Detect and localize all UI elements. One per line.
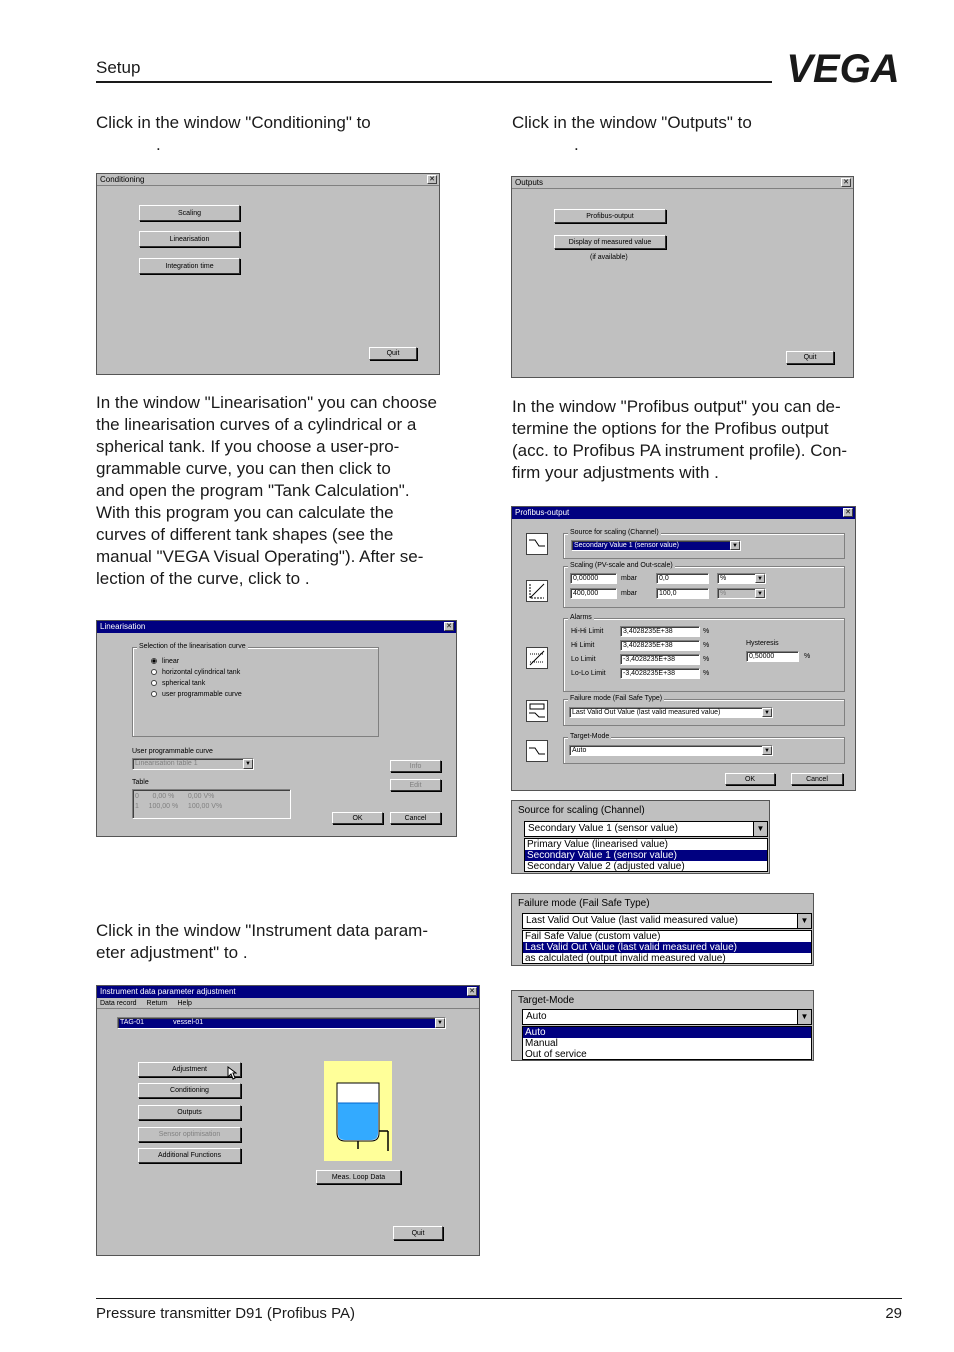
radio-linear[interactable]: linear [151,658,179,665]
quit-button[interactable]: Quit [786,351,834,364]
quit-button[interactable]: Quit [369,347,417,360]
menu-return[interactable]: Return [146,1000,168,1007]
edit-button[interactable]: Edit [390,779,441,791]
tank-graphic [324,1061,392,1161]
text-instrument-intro: Click in the window "Instrument data param- eter adjustment" to . [96,921,429,962]
menu-help[interactable]: Help [177,1000,192,1007]
alarm-label: Hi Limit [571,642,595,649]
conditioning-window [96,173,440,375]
text-profibus-description: In the window "Profibus output" you can de- termine the options for the Profibus output (acc. to Profibus PA instrument profile). Con- firm your adjustments with . [512,397,848,482]
outputs-button[interactable]: Outputs [138,1105,241,1120]
instrument-titlebar: Instrument data parameter adjustment [97,986,479,998]
list-item-selected[interactable]: Last Valid Out Value (last valid measured value) [523,942,811,953]
info-button[interactable]: Info [390,760,441,772]
radio-spherical[interactable]: spherical tank [151,680,205,687]
page-number: 29 [885,1305,902,1322]
sensor-optimisation-button[interactable]: Sensor optimisation [138,1127,241,1142]
vega-logo [783,50,903,86]
scaling-button[interactable]: Scaling [139,205,240,221]
group-label: Selection of the linearisation curve [139,643,246,650]
text-conditioning-intro: Click in the window "Conditioning" to . [96,113,371,154]
chevron-down-icon[interactable]: ▼ [755,589,765,598]
close-icon[interactable]: ✕ [843,508,853,517]
display-measured-value-button[interactable]: Display of measured value [554,235,666,249]
lo-limit-field[interactable]: -3,4028235E+38 [620,654,700,665]
unit-label: mbar [621,575,637,582]
target-mode-icon [526,740,548,762]
failure-select-expanded[interactable]: Last Valid Out Value (last valid measured value) ▼ [522,913,812,929]
alarms-group-label: Alarms [570,614,592,621]
ok-button[interactable]: OK [332,812,383,824]
cancel-button[interactable]: Cancel [390,812,441,824]
close-icon[interactable]: ✕ [467,987,477,996]
pct-label: % [703,670,710,677]
hi-limit-field[interactable]: 3,4028235E+38 [620,640,700,651]
additional-functions-button[interactable]: Additional Functions [138,1148,241,1163]
conditioning-titlebar: Conditioning [97,174,439,186]
channel-icon [526,533,548,555]
adjustment-button[interactable]: Adjustment [138,1062,241,1077]
profibus-titlebar: Profibus-output [512,507,855,519]
cancel-button[interactable]: Cancel [791,773,843,785]
text-linearisation-description: In the window "Linearisation" you can choose the linearisation curves of a cylindrical or a spherical tank. If you choose a user-pro- grammable curve, you can then click to and open the program "Tank Calculation". With this program you can calculate the curves of different tank shapes (see the manual "VEGA Visual Operating"). After se- lection of the curve, click to . [96,393,437,588]
source-select[interactable]: Secondary Value 1 (sensor value) ▼ [571,540,741,551]
list-item[interactable]: Fail Safe Value (custom value) [525,931,661,942]
chevron-down-icon[interactable]: ▼ [753,822,767,836]
close-icon[interactable]: ✕ [841,178,851,187]
chevron-down-icon[interactable]: ▼ [762,746,772,755]
table-label: Table [132,779,149,786]
list-item[interactable]: Manual [525,1038,558,1049]
outputs-window [511,176,854,378]
chevron-down-icon[interactable]: ▼ [797,1010,811,1024]
chevron-down-icon[interactable]: ▼ [762,708,772,717]
out-scale-max[interactable]: 100,0 [656,588,709,599]
unit-label: mbar [621,590,637,597]
list-item-selected[interactable]: Auto [523,1027,811,1038]
pv-scale-min[interactable]: 0,00000 [570,573,617,584]
chevron-down-icon[interactable]: ▼ [435,1018,445,1028]
quit-button[interactable]: Quit [393,1226,443,1240]
failure-group [563,695,845,726]
hysteresis-label: Hysteresis [746,640,779,647]
close-icon[interactable]: ✕ [427,175,437,184]
pct-label: % [703,656,710,663]
out-scale-min[interactable]: 0,0 [656,573,709,584]
panel-title: Source for scaling (Channel) [518,805,645,816]
alarm-label: Lo-Lo Limit [571,670,606,677]
lo-lo-limit-field[interactable]: -3,4028235E+38 [620,668,700,679]
target-group-label: Target-Mode [570,733,610,740]
target-dropdown-panel [511,990,814,1061]
pct-label: % [703,642,710,649]
hi-hi-limit-field[interactable]: 3,4028235E+38 [620,626,700,637]
panel-title: Target-Mode [518,995,575,1006]
meas-loop-data-button[interactable]: Meas. Loop Data [316,1170,401,1184]
pct-label: % [703,628,710,635]
source-dropdown-panel [511,800,770,874]
profibus-output-window [511,506,856,791]
chevron-down-icon[interactable]: ▼ [755,574,765,583]
pv-scale-max[interactable]: 400,000 [570,588,617,599]
list-item[interactable]: Out of service [525,1049,587,1060]
close-icon[interactable]: ✕ [444,622,454,631]
scaling-group-label: Scaling (PV-scale and Out-scale) [570,562,673,569]
source-select-expanded[interactable]: Secondary Value 1 (sensor value) ▼ [524,821,768,837]
availability-note: (if available) [590,254,628,261]
linearisation-button[interactable]: Linearisation [139,231,240,247]
list-item-selected[interactable]: Secondary Value 1 (sensor value) [525,850,767,861]
radio-horizontal-cylindrical[interactable]: horizontal cylindrical tank [151,669,240,676]
hysteresis-field[interactable]: 0,50000 [746,651,799,662]
pct-label: % [804,653,811,660]
integration-time-button[interactable]: Integration time [139,258,240,274]
header-rule [96,81,772,83]
curve-selection-group [132,643,379,737]
target-options-list [522,1026,812,1060]
ok-button[interactable]: OK [725,773,775,785]
failure-options-list [522,930,812,964]
failure-dropdown-panel [511,893,814,966]
chevron-down-icon[interactable]: ▼ [243,759,253,769]
alarm-label: Lo Limit [571,656,596,663]
outputs-titlebar: Outputs [512,177,853,189]
footer-rule [96,1298,902,1299]
conditioning-button[interactable]: Conditioning [138,1083,241,1098]
chevron-down-icon[interactable]: ▼ [730,541,740,550]
table-list[interactable]: 0 0,00 % 0,00 V% 1 100,00 % 100,00 V% [132,789,291,819]
panel-title: Failure mode (Fail Safe Type) [518,898,650,909]
list-item[interactable]: Secondary Value 2 (adjusted value) [527,861,685,872]
list-item[interactable]: Primary Value (linearised value) [527,839,668,850]
source-group [563,529,845,559]
scaling-group [563,562,845,608]
failure-mode-icon [526,700,548,722]
linearisation-titlebar: Linearisation [97,621,456,633]
alarms-icon [526,647,548,669]
radio-user-programmable[interactable]: user programmable curve [151,691,242,698]
chevron-down-icon[interactable]: ▼ [797,914,811,928]
section-header: Setup [96,58,141,77]
tag-selector[interactable]: TAG-01 vessel-01 ▼ [117,1017,446,1029]
list-item[interactable]: as calculated (output invalid measured value) [525,953,726,964]
text-outputs-intro: Click in the window "Outputs" to . [512,113,752,154]
footer-product: Pressure transmitter D91 (Profibus PA) [96,1305,355,1322]
source-group-label: Source for scaling (Channel) [570,529,659,536]
svg-text:VEGA: VEGA [786,50,900,86]
menu-data-record[interactable]: Data record [100,1000,137,1007]
target-group [563,733,845,764]
instrument-window [96,985,480,1256]
scaling-icon [526,580,548,602]
failure-mode-select[interactable]: Last Valid Out Value (last valid measured value) ▼ [569,707,773,718]
profibus-output-button[interactable]: Profibus-output [554,209,666,223]
alarm-label: Hi-Hi Limit [571,628,604,635]
menu-bar [97,998,479,1009]
out-unit-select-2[interactable]: % ▼ [717,588,766,599]
linearisation-window [96,620,457,837]
alarms-group [563,614,845,692]
out-unit-select[interactable]: % ▼ [717,573,766,584]
target-select-expanded[interactable]: Auto ▼ [522,1009,812,1025]
target-mode-select[interactable]: Auto ▼ [569,745,773,756]
user-curve-label: User programmable curve [132,748,213,755]
mouse-cursor-icon [227,1066,237,1080]
failure-group-label: Failure mode (Fail Safe Type) [570,695,663,702]
source-options-list [524,838,768,872]
user-curve-select[interactable]: Linearisation table 1 ▼ [132,758,254,770]
